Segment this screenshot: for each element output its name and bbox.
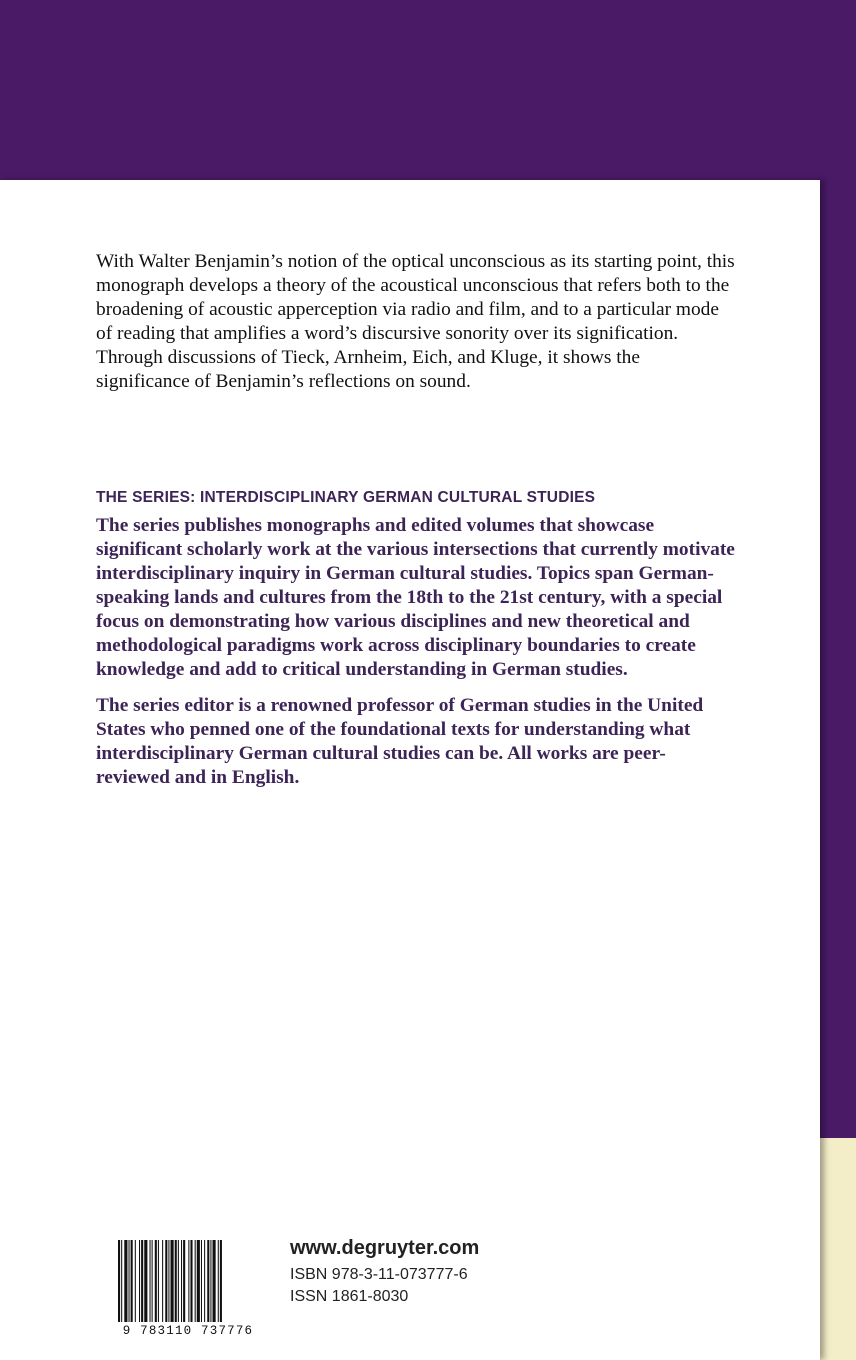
barcode-bars	[112, 1240, 264, 1324]
barcode-bar	[118, 1240, 120, 1322]
barcode-bar	[139, 1240, 140, 1322]
barcode-bar	[135, 1240, 136, 1322]
barcode-bar	[150, 1240, 151, 1322]
barcode-bar	[158, 1240, 159, 1322]
cream-right-strip	[820, 1138, 856, 1360]
barcode-bar	[220, 1240, 222, 1322]
barcode-bar	[175, 1240, 177, 1322]
barcode-bar	[210, 1240, 211, 1322]
isbn-number: ISBN 978-3-11-073777-6	[290, 1266, 468, 1283]
barcode-bar	[129, 1240, 130, 1322]
barcode-bar	[188, 1240, 189, 1322]
isbn-barcode	[112, 1240, 264, 1344]
barcode-bar	[204, 1240, 205, 1322]
publisher-url[interactable]: www.degruyter.com	[290, 1237, 480, 1259]
barcode-bar	[195, 1240, 196, 1322]
barcode-digits: 9 783110 737776	[122, 1324, 254, 1338]
barcode-bar	[201, 1240, 202, 1322]
issn-number: ISSN 1861-8030	[290, 1288, 409, 1305]
barcode-bar	[197, 1240, 200, 1322]
back-cover-panel	[0, 180, 820, 1360]
purple-top-band	[0, 0, 856, 180]
barcode-bar	[190, 1240, 192, 1322]
barcode-bar	[171, 1240, 174, 1322]
book-blurb: With Walter Benjamin’s notion of the optical unconscious as its starting point, this monograph develops a theory of the acoustical unconscious that refers both to the broadening of acoustic apperception via radio and film, and to a particular mode of reading that amplifies a word’s discursive sonority over its signification. Through discussions of Tieck, Arnheim, Eich, and Kluge, it shows the significance of Benjamin’s reflections on sound.	[96, 251, 735, 392]
barcode-bar	[218, 1240, 219, 1322]
barcode-bar	[162, 1240, 163, 1322]
barcode-bar	[155, 1240, 157, 1322]
barcode-bar	[152, 1240, 153, 1322]
series-editor-note: The series editor is a renowned professor of German studies in the United States who penned one of the foundational texts for understanding what interdisciplinary German cultural studies can be. All works are peer-reviewed and in English.	[96, 695, 704, 788]
barcode-bar	[124, 1240, 127, 1322]
barcode-bar	[144, 1240, 147, 1322]
barcode-bar	[168, 1240, 169, 1322]
barcode-bar	[131, 1240, 133, 1322]
barcode-bar	[183, 1240, 185, 1322]
barcode-bar	[207, 1240, 209, 1322]
barcode-bar	[181, 1240, 182, 1322]
barcode-bar	[165, 1240, 167, 1322]
barcode-bar	[178, 1240, 179, 1322]
barcode-bar	[213, 1240, 216, 1322]
barcode-bar	[141, 1240, 143, 1322]
purple-right-strip	[820, 180, 856, 1138]
series-description: The series publishes monographs and edited volumes that showcase significant scholarly work at the various intersections that currently motivate interdisciplinary inquiry in German cultural studies. Topics span German-speaking lands and cultures from the 18th to the 21st century, with a special focus on demonstrating how various disciplines and new theoretical and methodological paradigms work across disciplinary boundaries to create knowledge and add to critical understanding in German studies.	[96, 515, 735, 680]
barcode-bar	[121, 1240, 122, 1322]
series-heading: THE SERIES: INTERDISCIPLINARY GERMAN CULTURAL STUDIES	[96, 489, 596, 506]
